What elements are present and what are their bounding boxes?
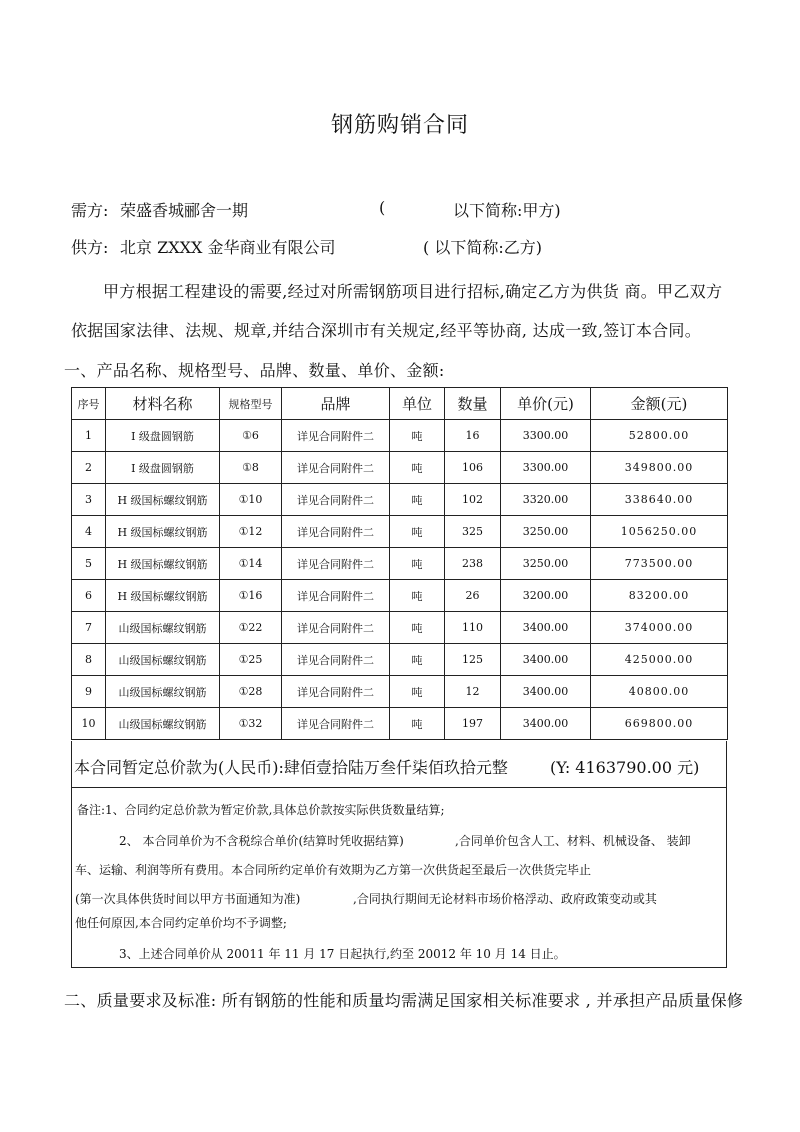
table-cell: ①12 [220,516,282,548]
header-cell: 金额(元) [591,388,728,420]
seller-name: 北京 ZXXX 金华商业有限公司 [120,238,336,257]
header-cell: 数量 [445,388,501,420]
table-cell: ①28 [220,676,282,708]
table-cell: ①10 [220,484,282,516]
buyer-alias: 以下简称:甲方) [453,201,561,220]
total-price-text: 本合同暂定总价款为(人民币):肆佰壹拾陆万叁仟柒佰玖拾元整 [74,758,508,777]
total-price-amount: (Y: 4163790.00 元) [550,758,700,777]
table-cell: 吨 [390,548,445,580]
buyer-label: 需方: [71,201,109,220]
table-cell: 773500.00 [591,548,728,580]
table-cell: 40800.00 [591,676,728,708]
note-1: 备注:1、合同约定总价款为暂定价款,具体总价款按实际供货数量结算; [77,803,445,817]
table-cell: 吨 [390,708,445,740]
table-cell: 详见合同附件二 [282,580,390,612]
table-cell: 详见合同附件二 [282,612,390,644]
table-cell: 6 [72,580,106,612]
table-row [72,452,728,484]
table-cell: 吨 [390,484,445,516]
table-cell: 10 [72,708,106,740]
table-row [72,580,728,612]
section-2-heading: 二、质量要求及标准: 所有钢筋的性能和质量均需满足国家相关标准要求 , 并承担产品质量保修 [64,991,744,1010]
table-cell: H 级国标螺纹钢筋 [106,484,220,516]
table-cell: 3400.00 [501,708,591,740]
table-cell: 83200.00 [591,580,728,612]
table-cell: 4 [72,516,106,548]
table-cell: 详见合同附件二 [282,420,390,452]
table-row [72,548,728,580]
table-cell: ①16 [220,580,282,612]
table-cell: H 级国标螺纹钢筋 [106,548,220,580]
table-cell: 425000.00 [591,644,728,676]
intro-line-1: 甲方根据工程建设的需要,经过对所需钢筋项目进行招标,确定乙方为供货 商。甲乙双方 [103,282,723,301]
table-row [72,708,728,740]
table-cell: 吨 [390,644,445,676]
table-cell: 5 [72,548,106,580]
table-cell: 3400.00 [501,676,591,708]
table-cell: 3250.00 [501,548,591,580]
product-table [71,387,728,740]
table-cell: 吨 [390,420,445,452]
table-cell: ①32 [220,708,282,740]
table-cell: ①8 [220,452,282,484]
table-cell: 吨 [390,612,445,644]
header-cell: 单价(元) [501,388,591,420]
table-cell: 3200.00 [501,580,591,612]
table-cell: 8 [72,644,106,676]
table-cell: 详见合同附件二 [282,516,390,548]
table-cell: 3400.00 [501,644,591,676]
table-cell: 山级国标螺纹钢筋 [106,676,220,708]
table-cell: 669800.00 [591,708,728,740]
table-cell: 详见合同附件二 [282,644,390,676]
seller-alias: ( 以下简称:乙方) [423,238,542,257]
note-4a: (第一次具体供货时间以甲方书面通知为准) [75,892,301,906]
table-cell: 详见合同附件二 [282,708,390,740]
table-cell: I 级盘圆钢筋 [106,420,220,452]
note-3: 车、运输、利润等所有费用。本合同所约定单价有效期为乙方第一次供货起至最后一次供货完毕止 [75,863,592,877]
table-cell: 吨 [390,676,445,708]
table-cell: 349800.00 [591,452,728,484]
total-price-box [71,741,727,788]
note-5: 他任何原因,本合同约定单价均不予调整; [75,916,287,930]
table-cell: H 级国标螺纹钢筋 [106,580,220,612]
note-6: 3、上述合同单价从 20011 年 11 月 17 日起执行,约至 20012 年 10 月 14 日止。 [119,947,566,961]
notes-box [71,788,727,968]
table-row [72,484,728,516]
table-cell: 3320.00 [501,484,591,516]
table-cell: 26 [445,580,501,612]
table-header-row [72,388,728,420]
table-cell: 7 [72,612,106,644]
table-cell: 2 [72,452,106,484]
header-cell: 材料名称 [106,388,220,420]
header-cell: 品牌 [282,388,390,420]
table-cell: 详见合同附件二 [282,484,390,516]
table-cell: ①25 [220,644,282,676]
intro-line-2: 依据国家法律、法规、规章,并结合深圳市有关规定,经平等协商, 达成一致,签订本合同。 [71,321,702,340]
header-cell: 单位 [390,388,445,420]
table-row [72,644,728,676]
table-cell: 3300.00 [501,420,591,452]
seller-label: 供方: [71,238,109,257]
table-cell: 52800.00 [591,420,728,452]
header-cell: 序号 [72,388,106,420]
document-title: 钢筋购销合同 [330,113,469,138]
table-cell: 110 [445,612,501,644]
table-row [72,516,728,548]
note-4b: ,合同执行期间无论材料市场价格浮动、政府政策变动或其 [353,892,657,906]
table-cell: H 级国标螺纹钢筋 [106,516,220,548]
table-cell: 338640.00 [591,484,728,516]
buyer-name: 荣盛香城郦舍一期 [120,201,249,220]
table-row [72,676,728,708]
table-cell: 详见合同附件二 [282,452,390,484]
table-cell: 山级国标螺纹钢筋 [106,612,220,644]
table-cell: 9 [72,676,106,708]
table-cell: 106 [445,452,501,484]
section-1-heading: 一、产品名称、规格型号、品牌、数量、单价、金额: [64,361,445,380]
table-cell: 197 [445,708,501,740]
table-cell: 125 [445,644,501,676]
table-row [72,612,728,644]
table-cell: 吨 [390,452,445,484]
table-row [72,420,728,452]
table-cell: 325 [445,516,501,548]
table-cell: ①14 [220,548,282,580]
table-cell: ①22 [220,612,282,644]
table-cell: 12 [445,676,501,708]
table-cell: 山级国标螺纹钢筋 [106,644,220,676]
note-2a: 2、 本合同单价为不含税综合单价(结算时凭收据结算) [119,834,404,848]
table-cell: 山级国标螺纹钢筋 [106,708,220,740]
table-cell: 3 [72,484,106,516]
table-cell: 374000.00 [591,612,728,644]
note-2b: ,合同单价包含人工、材料、机械设备、 装卸 [455,834,691,848]
table-cell: 3400.00 [501,612,591,644]
table-cell: 102 [445,484,501,516]
table-cell: 238 [445,548,501,580]
table-cell: I 级盘圆钢筋 [106,452,220,484]
table-cell: 详见合同附件二 [282,548,390,580]
table-cell: 16 [445,420,501,452]
table-cell: 1056250.00 [591,516,728,548]
table-cell: 1 [72,420,106,452]
table-cell: 3250.00 [501,516,591,548]
table-cell: ①6 [220,420,282,452]
table-cell: 详见合同附件二 [282,676,390,708]
table-cell: 吨 [390,516,445,548]
buyer-alias-open: ( [379,198,386,217]
header-cell: 规格型号 [220,388,282,420]
table-cell: 3300.00 [501,452,591,484]
table-cell: 吨 [390,580,445,612]
